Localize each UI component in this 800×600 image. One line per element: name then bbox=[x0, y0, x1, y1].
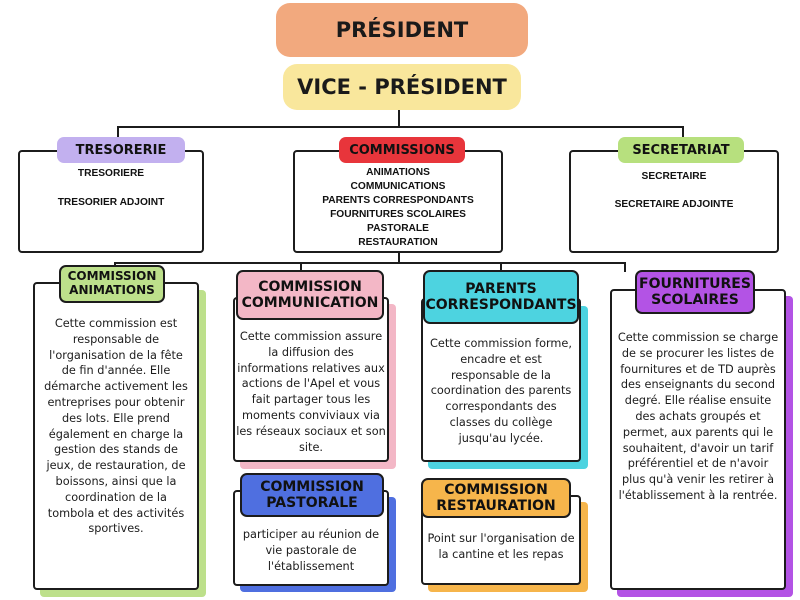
vice-president-title: VICE - PRÉSIDENT bbox=[283, 64, 521, 110]
communication-title-line2: COMMUNICATION bbox=[241, 295, 379, 311]
fournitures-title-line1: FOURNITURES bbox=[639, 275, 751, 292]
restauration-title-line2: RESTAURATION bbox=[436, 498, 556, 514]
pastorale-title-line1: COMMISSION bbox=[260, 478, 364, 495]
commissions-item: COMMUNICATIONS bbox=[350, 181, 446, 192]
president-title: PRÉSIDENT bbox=[276, 3, 528, 57]
pastorale-title-line2: PASTORALE bbox=[266, 495, 358, 511]
tresorerie-item: TRESORIERE bbox=[77, 168, 145, 179]
parents-title-line2: CORRESPONDANTS bbox=[425, 297, 577, 313]
restauration-text: Point sur l'organisation de la cantine et les repas bbox=[427, 532, 575, 561]
fournitures-text: Cette commission se charge de se procurer les listes de fournitures et de TD auprès des enseignants du second degré. Elle réalise ensuite des achats groupés et permet, aux parents qui le souhaitent, d'avoir un tarif préférentiel et de n'avoir plus qu'à venir les retirer à l'établissement à la rentrée. bbox=[617, 331, 779, 502]
commissions-item: RESTAURATION bbox=[358, 237, 438, 248]
secretariat-label: SECRETARIAT bbox=[618, 137, 744, 163]
tresorerie-item: TRESORIER ADJOINT bbox=[57, 197, 165, 208]
secretariat-item: SECRETAIRE bbox=[641, 171, 707, 182]
commissions-item: PASTORALE bbox=[367, 223, 429, 234]
commissions-item: ANIMATIONS bbox=[366, 167, 430, 178]
connector-fournitures bbox=[624, 262, 626, 272]
fournitures-label bbox=[635, 270, 755, 314]
parents-title-line1: PARENTS bbox=[465, 280, 537, 297]
commissions-label: COMMISSIONS bbox=[339, 137, 465, 163]
fournitures-title-line2: SCOLAIRES bbox=[651, 292, 739, 308]
connector-vertical-top bbox=[398, 110, 400, 127]
tresorerie-label: TRESORERIE bbox=[57, 137, 185, 163]
connector-parents bbox=[500, 262, 502, 270]
communication-title-line1: COMMISSION bbox=[258, 278, 362, 295]
restauration-title-line1: COMMISSION bbox=[444, 481, 548, 498]
animations-title-line1: COMMISSION bbox=[67, 269, 157, 284]
communication-text: Cette commission assure la diffusion des informations relatives aux actions de l'Apel et vous fait partager tous les moments conviviaux via les réseaux sociaux et son site. bbox=[236, 330, 386, 454]
connector-horizontal-top bbox=[117, 126, 684, 128]
pastorale-text: participer au réunion de vie pastorale de l'établissement bbox=[242, 528, 380, 573]
pastorale-label bbox=[240, 473, 384, 517]
connector-horizontal-mid bbox=[114, 262, 626, 264]
animations-text: Cette commission est responsable de l'organisation de la fête de fin d'année. Elle démarche activement les entreprises pour obtenir des lots. Elle prend également en charge la gestion des stands de jeux, de restauration, de boissons, ainsi que la coordination de la tombola et des activités sportives. bbox=[44, 317, 188, 536]
animations-label bbox=[59, 265, 165, 303]
commissions-item: PARENTS CORRESPONDANTS bbox=[322, 195, 474, 206]
communication-label bbox=[236, 270, 384, 320]
parents-label bbox=[423, 270, 579, 324]
restauration-label bbox=[421, 478, 571, 518]
secretariat-item: SECRETAIRE ADJOINTE bbox=[614, 199, 734, 210]
commissions-item: FOURNITURES SCOLAIRES bbox=[330, 209, 466, 220]
parents-text: Cette commission forme, encadre et est responsable de la coordination des parents correspondants des classes du collège jusqu'au lycée. bbox=[430, 337, 572, 445]
animations-title-line2: ANIMATIONS bbox=[69, 283, 155, 297]
